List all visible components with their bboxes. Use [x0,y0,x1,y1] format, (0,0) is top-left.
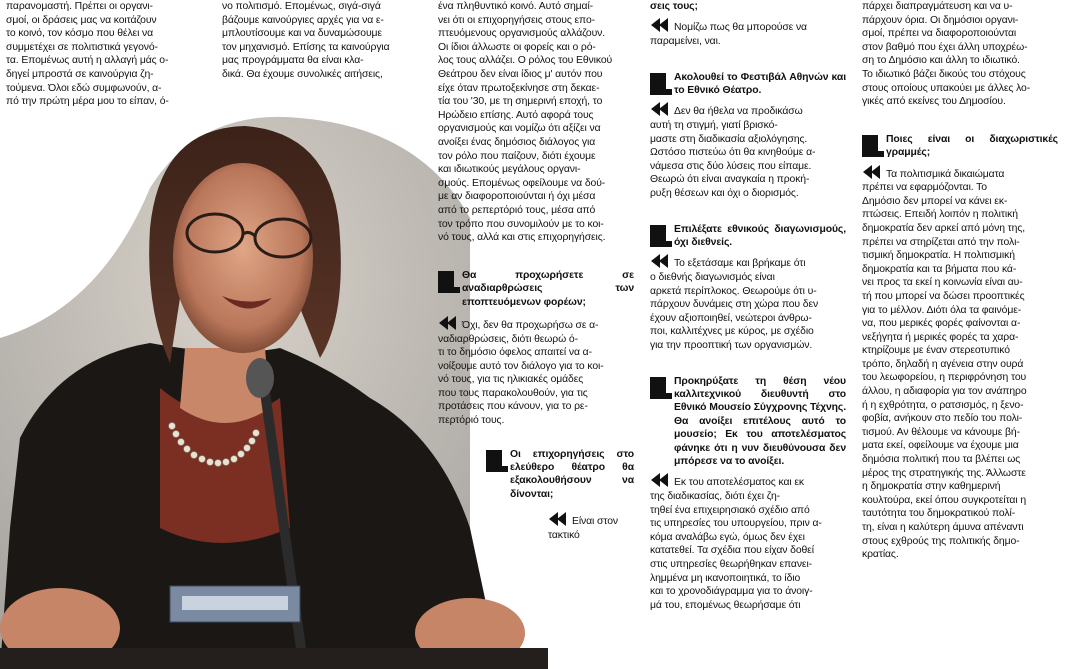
answer-line: νό τους, για τις ηλικιακές ομάδες [438,374,584,386]
answer-line: νεξήγητα ή μερικές φορές τα χαρα- [862,331,1019,343]
answer-line: τη, είναι η καλύτερη άμυνα απέναντι [862,522,1024,533]
text-line: βάζουμε καινούργιες αρχές για να ε- [222,14,384,26]
answer-line: Ωστόσο πιστεύω ότι θα κινηθούμε α- [650,147,816,159]
answer-line: του λεωφορείου, η περιφρόνηση του [862,372,1027,384]
answer-line: και το χρονοδιάγραμμα για το άνοιγ- [650,586,813,598]
answer-line: μά του, επομένως θεωρήσαμε ότι [650,599,801,611]
text-line: νο πολιτισμό. Επομένως, σιγά-σιγά [222,1,381,12]
answer-line: ματα εκεί, οφείλουμε να έχουμε μια [862,440,1019,452]
text-line: τον ρόλο που παίζουν, διότι έχουμε [438,150,596,162]
answer-line: που τους παρακολουθούν, για τις [438,387,588,399]
text-line: πάρχουν όρια. Οι δημόσιοι οργανι- [862,14,1019,26]
question-2: Οι επιχορηγήσεις στο ελεύθερο θέατρο θα εξακολουθήσουν να δίνονται; [486,448,634,502]
question-tail: σεις τους; [650,1,698,12]
question-2: Επιλέξατε εθνικούς διαγωνισμούς, όχι διεθνείς. [650,223,846,250]
text-line: σμοί, πρέπει να διαφοροποιούνται [862,28,1017,40]
answer-mark-icon [650,101,670,117]
text-line: γικές από εκείνες του Δημοσίου. [862,96,1006,108]
text-line: δικά. Θα έχουμε συνολικές αιτήσεις, [222,68,383,80]
answer-line: κρατίας. [862,549,899,561]
answer-line: ποι, καλλιτέχνες με κύρος, με σχέδιο [650,326,814,338]
answer-line: τις υπηρεσίες του υπουργείου, πριν α- [650,518,822,530]
answer-mark-icon [650,472,670,488]
answer-line: Εκ του αποτελέσματος και εκ [650,472,846,490]
answer-line: αυτή τη στιγμή, γιατί βρισκό- [650,120,778,131]
answer-line: τακτικό [548,529,580,541]
text-line: τον μηχανισμό. Επίσης τα καινούργια [222,41,390,53]
answer-line: για την προοπτική των οργανισμών. [650,339,813,351]
answer-line: έχουν αξιοποιηθεί, νεώτεροι άνθρω- [650,312,812,324]
text-line: με αν διαφοροποιούνται ή όχι μέσα [438,191,596,203]
answer-line: πρέπει να εφαρμόζονται. Το [862,182,987,194]
text-line: νει ότι οι επιχορηγήσεις στους επο- [438,14,596,26]
question-3: Προκηρύξατε τη θέση νέου καλλιτεχνικού διευθυντή στο Εθνικό Μουσείο Σύγχρονης Τέχνης. Θα ανοίξει επιτέλους αυτό το μουσείο; Εκ του αποτελέσματος φάνηκε ότι η νυν διευθύνουσα δεν μπόρεσε να το ανοίξει. [650,375,846,469]
article-column-3 [438,0,634,542]
answer-line: ή η εχθρότητα, ο ρατσισμός, η ξενο- [862,399,1024,411]
text-line: οργανισμούς και νομίζω ότι αξίζει να [438,123,601,135]
text-line: είχε όταν πρωτοξεκίνησε στη δεκαε- [438,82,600,94]
answer-line: Το εξετάσαμε και βρήκαμε ότι [650,253,846,271]
text-line: στον βαθμό που έχει άλλη υποχρέω- [862,41,1028,53]
text-line: ανοίξει ένας δημόσιος διάλογος για [438,136,596,148]
text-line: δηγεί μπροστά σε καινούργια ζη- [6,68,154,80]
answer-line: να, που μερικές φορές φαίνονται α- [862,318,1021,330]
answer-line: τισμική δημοκρατία. Η πολιτισμική [862,250,1015,262]
article-column-5 [862,0,1058,562]
answer-line: φοβία, ανήκουν στο πεδίο του πολι- [862,413,1023,425]
text-line: Το ιδιωτικό βάζει δικούς του στόχους [862,68,1026,80]
text-line: σμούς. Επομένως οφείλουμε να δού- [438,177,606,189]
answer-line: κατατεθεί. Τα σχέδια που είχαν δοθεί [650,545,814,557]
answer-line: μέρος της στρατηγικής της. Άλλωστε [862,467,1026,479]
answer-line: μαστε στη διαδικασία αξιολόγησης. [650,133,808,145]
article-column-4 [650,0,846,612]
text-line: Οι ίδιοι άλλωστε οι φορείς και ο ρό- [438,41,596,53]
answer-line: πτώσεις. Επειδή λοιπόν η πολιτική [862,209,1018,221]
answer-line: αρκετά περίπλοκος. Θεωρούμε ότι υ- [650,285,817,297]
text-line: σμοί, οι δράσεις μας να κοιτάζουν [6,14,157,26]
answer-line: ναδιαρθρώσεις, διότι θεωρώ ό- [438,333,578,345]
text-line: ση το Δημόσιο και άλλη το ιδιωτικό. [862,55,1020,67]
text-line: μπλουτίσουμε και να δυναμώσουμε [222,28,382,40]
answer-line: κόμα αναλάβω εγώ, όμως δεν έχει [650,531,805,543]
text-line: πό την πρώτη μέρα μου το είπαν, ό- [6,96,169,108]
question-1: Ποιες είναι οι διαχωριστικές γραμμές; [862,133,1058,160]
answer-line: Θεωρώ ότι είναι αναγκαία η προκή- [650,174,810,186]
text-line: στους οποίους υπακούει με άλλες λο- [862,82,1031,94]
text-line: Θεάτρου δεν είναι ίδιος μ' αυτόν που [438,68,603,80]
text-line: το κοινό, τον κόσμο που θέλει να [6,28,154,40]
text-line: συμμετέχει σε πολιτιστικά γεγονό- [6,41,158,53]
answer-line: Νομίζω πως θα μπορούσε να [650,17,846,35]
text-line: τα. Επομένως αυτή η αλλαγή μάς ο- [6,55,169,67]
text-line: λος τους αλλάζει. Ο ρόλος του Εθνικού [438,55,613,67]
answer-line: Δημόσιο δεν μπορεί να κάνει εκ- [862,195,1008,207]
answer-line: τηθεί ένα επιχειρησιακό σχέδιο από [650,504,810,516]
question-1: Θα προχωρήσετε σε αναδιαρθρώσεις των εποπτευόμενων φορέων; [438,269,634,309]
text-line: Ηρώδειο επίσης. Αυτό αφορά τους [438,109,594,121]
answer-line: δημοκρατία και τα βήματα που κά- [862,263,1017,275]
answer-line: δημόσια πολιτική που τα βλέπει ως [862,454,1021,466]
text-line: μας προγράμματα θα είναι κλα- [222,55,364,67]
answer-mark-icon [438,315,458,331]
answer-line: περτόριό τους. [438,415,505,427]
answer-line: νάμεσα στις δύο λύσεις που είπαμε. [650,160,812,172]
answer-line: νει προς τα εκεί η κοινωνία είναι αυ- [862,277,1023,289]
answer-line: λημμένα μη ικανοποιητικά, το ίδιο [650,572,801,584]
answer-line: νοίξουμε αυτό τον διάλογο για το κοι- [438,360,604,372]
answer-line: τι το δημόσιο όφελος απαιτεί να α- [438,347,592,359]
answer-line: τή που μπορεί να δώσει προοπτικές [862,290,1025,302]
text-line: τία του '30, με τη σημερινή εποχή, το [438,96,603,108]
answer-line: Είναι στον [548,511,634,529]
text-line: και ιδιωτικούς μεγάλους οργανι- [438,164,581,176]
text-line: παρανομαστή. Πρέπει οι οργανι- [6,1,153,12]
answer-line: άλλου, η αδιαφορία για τον ανάπηρο [862,386,1027,398]
answer-line: πάρχουν δυνάμεις στη χώρα που δεν [650,299,819,311]
answer-line: η δημοκρατία στην καθημερινή [862,481,1001,493]
answer-line: Τα πολιτισμικά δικαιώματα [862,164,1058,182]
answer-line: ταυτότητα του δημοκρατικού πολί- [862,508,1016,520]
answer-line: στους εχθρούς της πολιτικής δημο- [862,535,1020,547]
answer-line: κουλτούρα, εκεί όπου συγκροτείται η [862,494,1027,506]
answer-mark-icon [862,164,882,180]
text-line: τον τρόπο που συνομιλούν με το κοι- [438,218,604,230]
answer-mark-icon [650,17,670,33]
text-line: πτευόμενους οργανισμούς αλλάζουν. [438,28,606,40]
answer-line: για το μέλλον. Διότι όλα τα φαινόμε- [862,304,1022,316]
answer-line: κτηρίζουμε με έναν στερεοτυπικό [862,345,1010,357]
text-line: τούμενα. Όλοι εδώ συμφωνούν, α- [6,82,162,94]
text-line: από το ρεπερτόριό τους, μέσα από [438,204,596,216]
answer-line: τρόπο, δηλαδή η αγένεια στην ουρά [862,358,1024,370]
answer-line: παραμείνει, ναι. [650,36,721,47]
answer-line: ο διεθνής διαγωνισμός είναι [650,271,775,283]
answer-line: Όχι, δεν θα προχωρήσω σε α- [438,315,634,333]
answer-line: ρυξη θέσεων και όχι ο διορισμός. [650,187,799,199]
answer-line: της διαδικασίας, διότι έχει ζη- [650,490,781,502]
answer-line: στις υπηρεσίες θεωρήθηκαν επανει- [650,558,813,570]
answer-line: τισμού. Αν θέλουμε να κάνουμε βή- [862,426,1020,438]
text-line: ένα πληθυντικό κοινό. Αυτό σημαί- [438,1,594,12]
text-line: πάρχει διαπραγμάτευση και να υ- [862,1,1013,12]
answer-line: πρέπει να στηρίζεται από την πολι- [862,236,1020,248]
question-1: Ακολουθεί το Φεστιβάλ Αθηνών και το Εθνικό Θέατρο. [650,71,846,98]
text-line: νό τους, αλλά και στις επιχορηγήσεις. [438,232,606,244]
answer-line: Δεν θα ήθελα να προδικάσω [650,101,846,119]
answer-mark-icon [548,511,568,527]
article-column-2 [222,0,422,82]
answer-line: δημοκρατία δεν αρκεί από μόνη της, [862,222,1026,234]
answer-line: προτάσεις που κάνουν, για το ρε- [438,401,588,413]
answer-mark-icon [650,253,670,269]
